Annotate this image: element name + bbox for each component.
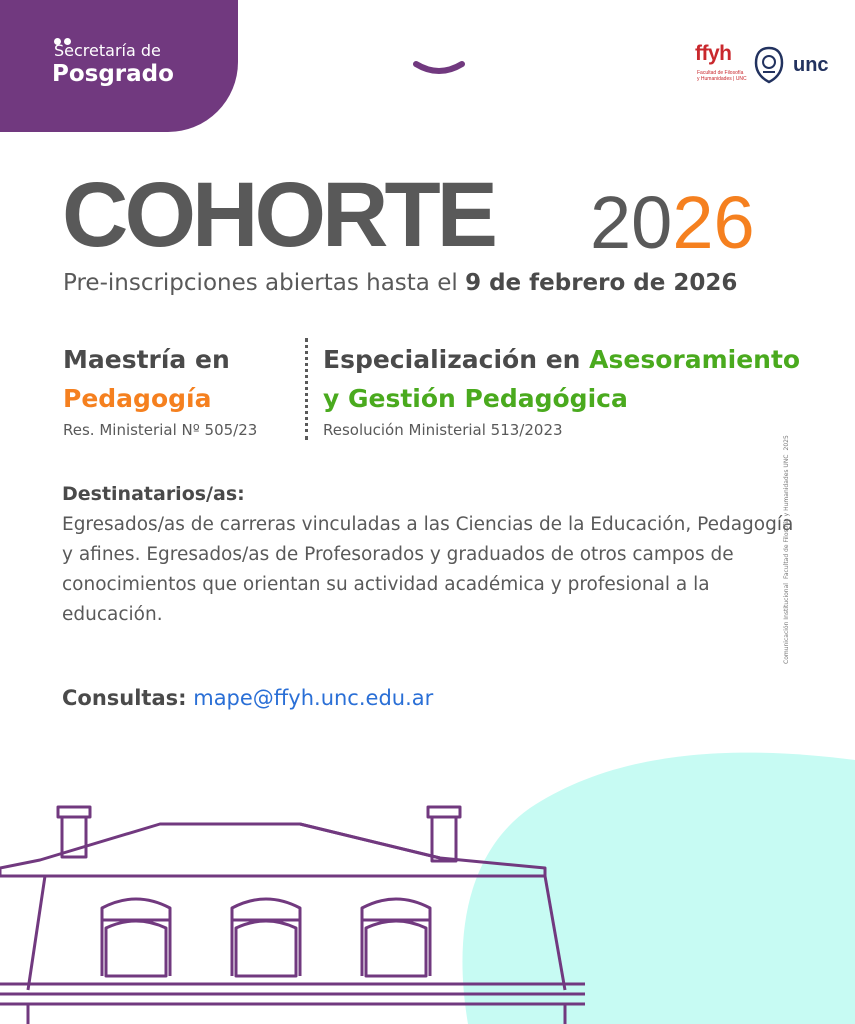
- program-divider: [305, 338, 308, 440]
- cohort-title: COHORTE: [62, 164, 494, 266]
- program1-title-line2: Pedagogía: [63, 384, 212, 413]
- contact-label: Consultas:: [62, 686, 187, 710]
- program1-title-line1: Maestría en: [63, 345, 230, 374]
- building-illustration: [0, 790, 600, 1024]
- contact-line: [62, 686, 433, 710]
- unc-shield-icon: [753, 45, 785, 85]
- unc-logo: unc: [793, 54, 829, 76]
- cohort-year: 2026: [590, 181, 755, 264]
- program2-title-line2: y Gestión Pedagógica: [323, 384, 628, 413]
- tab-title: Posgrado: [52, 61, 174, 87]
- credit-vertical: Comunicación InstitucionalFacultad de Filosofía y Humanidades UNC2025: [783, 435, 790, 664]
- tab-subtitle: Secretaría de: [54, 41, 161, 60]
- recipients-description: Egresados/as de carreras vinculadas a las Ciencias de la Educación, Pedagogía y afines. Egresados/as de Profesorados y graduados de otros campos de conocimientos que orientan su actividad académica y profesional a la educación.: [62, 514, 794, 625]
- ffyh-logo: ffyh: [695, 42, 732, 65]
- ffyh-logo-subtitle: Facultad de Filosofía y Humanidades | UNC: [697, 70, 747, 82]
- program1-resolution: Res. Ministerial Nº 505/23: [63, 421, 258, 439]
- program2-title-line1: Especialización en Asesoramiento: [323, 345, 801, 374]
- preinscription-deadline: Pre-inscripciones abiertas hasta el 9 de febrero de 2026: [63, 270, 738, 296]
- program2-resolution: Resolución Ministerial 513/2023: [323, 421, 563, 439]
- contact-email-link[interactable]: mape@ffyh.unc.edu.ar: [193, 686, 434, 710]
- smile-curve-icon: [412, 58, 466, 78]
- recipients-heading: Destinatarios/as:: [62, 483, 245, 505]
